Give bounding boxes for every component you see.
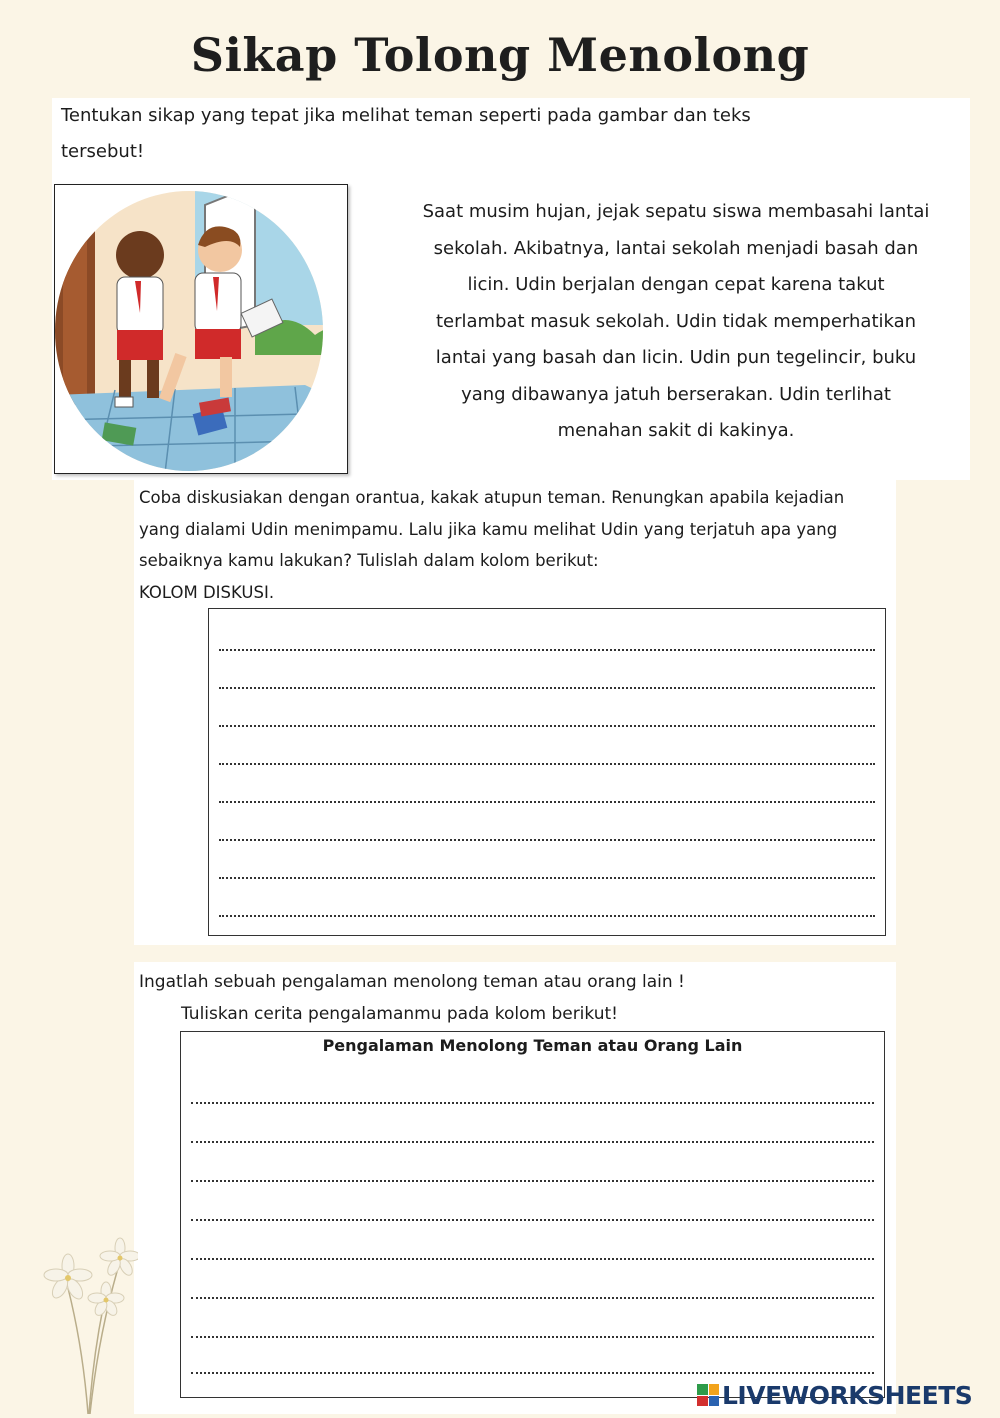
story-text — [382, 194, 970, 450]
story-line: sekolah. Akibatnya, lantai sekolah menjadi basah dan — [433, 237, 919, 259]
instruction-1 — [61, 98, 941, 170]
story-line: menahan sakit di kakinya. — [557, 420, 795, 441]
discussion-panel — [134, 480, 896, 945]
instruction-2-line: sebaiknya kamu lakukan? Tulislah dalam kolom berikut: — [139, 551, 599, 570]
story-panel — [52, 98, 970, 480]
instruction-1-line: Tentukan sikap yang tepat jika melihat teman seperti pada gambar dan teks — [61, 105, 751, 126]
experience-line-6[interactable] — [191, 1297, 874, 1299]
answer-line-2[interactable] — [219, 687, 875, 689]
flower-decoration-icon — [28, 1228, 138, 1418]
instruction-2-line: Coba diskusiakan dengan orantua, kakak atupun teman. Renungkan apabila kejadian — [139, 488, 845, 507]
instruction-2-line: yang dialami Udin menimpamu. Lalu jika kamu melihat Udin yang terjatuh apa yang — [139, 519, 838, 539]
story-line: lantai yang basah dan licin. Udin pun tegelincir, buku — [435, 347, 917, 368]
story-line: yang dibawanya jatuh berserakan. Udin terlihat — [461, 383, 891, 405]
page-title: Sikap Tolong Menolong — [190, 28, 810, 82]
answer-line-7[interactable] — [219, 877, 875, 879]
experience-line-2[interactable] — [191, 1141, 874, 1143]
story-line: licin. Udin berjalan dengan cepat karena takut — [467, 274, 885, 295]
experience-line-8[interactable] — [191, 1372, 874, 1374]
experience-line-4[interactable] — [191, 1219, 874, 1221]
two-students-slipping-icon — [54, 184, 348, 474]
liveworksheets-wordmark: LIVEWORKSHEETS — [722, 1380, 973, 1410]
instruction-1-line: tersebut! — [61, 141, 145, 162]
experience-line-5[interactable] — [191, 1258, 874, 1260]
experience-answer-box[interactable] — [180, 1031, 885, 1398]
answer-line-1[interactable] — [219, 649, 875, 651]
instruction-4: Tuliskan cerita pengalamanmu pada kolom berikut! — [181, 1004, 618, 1024]
answer-line-6[interactable] — [219, 839, 875, 841]
story-line: Saat musim hujan, jejak sepatu siswa membasahi lantai — [422, 201, 930, 222]
experience-panel — [134, 962, 896, 1414]
instruction-3: Ingatlah sebuah pengalaman menolong teman atau orang lain ! — [139, 972, 685, 992]
answer-line-5[interactable] — [219, 801, 875, 803]
story-line: terlambat masuk sekolah. Udin tidak memperhatikan — [435, 310, 917, 332]
instruction-2 — [139, 482, 891, 608]
liveworksheets-logo-icon — [697, 1384, 719, 1406]
discussion-answer-box[interactable] — [208, 608, 886, 936]
experience-line-1[interactable] — [191, 1102, 874, 1104]
experience-box-title: Pengalaman Menolong Teman atau Orang Lain — [322, 1036, 743, 1055]
experience-line-3[interactable] — [191, 1180, 874, 1182]
discussion-box-label: KOLOM DISKUSI. — [139, 582, 275, 602]
answer-line-3[interactable] — [219, 725, 875, 727]
experience-line-7[interactable] — [191, 1336, 874, 1338]
answer-line-8[interactable] — [219, 915, 875, 917]
answer-line-4[interactable] — [219, 763, 875, 765]
liveworksheets-logo — [697, 1378, 972, 1412]
